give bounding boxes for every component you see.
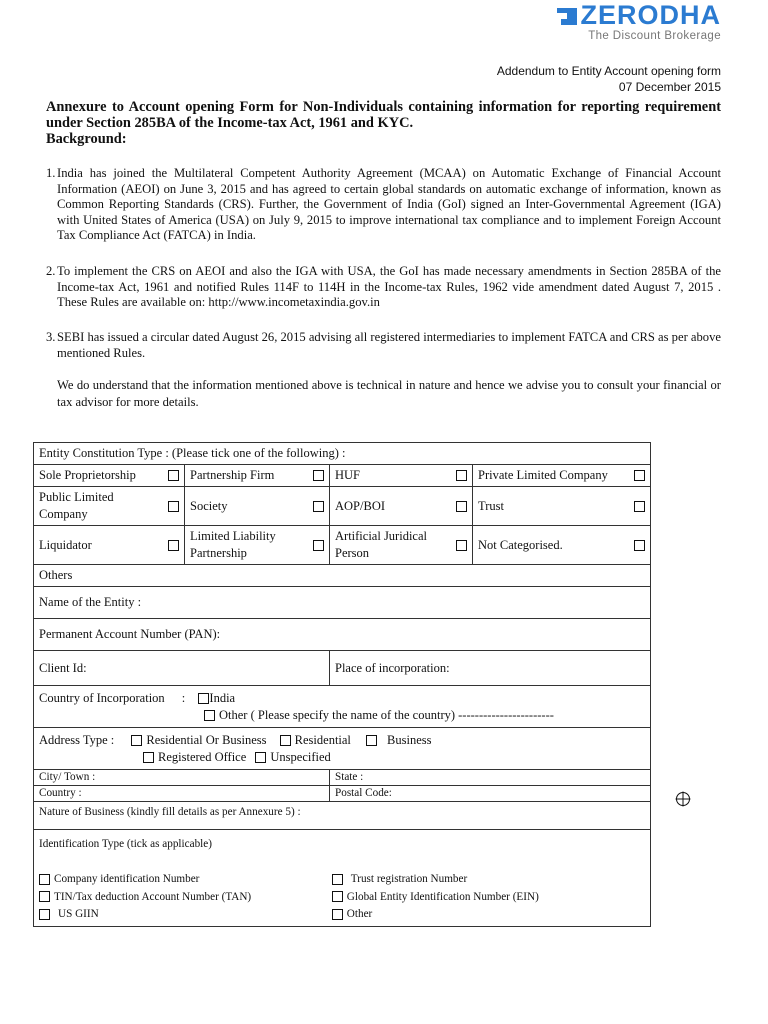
entity-type-label-public-limited: Public Limited Company — [39, 490, 114, 521]
country-other-label: Other ( Please specify the name of the country) ----------------------- — [219, 707, 554, 722]
id-option-ein: Global Entity Identification Number (EIN) — [346, 890, 539, 903]
entity-type-label-private-limited: Private Limited Company — [478, 468, 608, 482]
addendum-date: 07 December 2015 — [618, 80, 721, 94]
brand-name: ZERODHA — [580, 0, 721, 30]
place-of-incorporation-field[interactable]: Place of incorporation: — [330, 651, 651, 686]
country-india-label: India — [209, 690, 236, 705]
society-checkbox[interactable] — [313, 501, 324, 512]
huf-checkbox[interactable] — [456, 470, 467, 481]
paragraph-1 — [46, 166, 721, 244]
artificial-juridical-person-checkbox[interactable] — [456, 540, 467, 551]
partnership-firm-checkbox[interactable] — [313, 470, 324, 481]
us-giin-checkbox[interactable] — [39, 909, 50, 920]
id-option-other: Other — [346, 908, 373, 920]
country-field[interactable]: Country : — [34, 786, 330, 802]
document-heading — [46, 99, 721, 147]
postal-code-field[interactable]: Postal Code: — [330, 786, 651, 802]
addendum-block — [497, 63, 721, 95]
residential-checkbox[interactable] — [280, 735, 291, 746]
id-option-trust-registration: Trust registration Number — [350, 873, 468, 885]
identification-type-label: Identification Type (tick as applicable) — [39, 838, 212, 850]
address-option-registered-office: Registered Office — [158, 749, 247, 764]
entity-type-label-sole-proprietorship: Sole Proprietorship — [39, 468, 136, 482]
paragraph-number: 3. — [46, 330, 56, 344]
unspecified-checkbox[interactable] — [255, 752, 266, 763]
not-categorised-checkbox[interactable] — [634, 540, 645, 551]
trust-registration-checkbox[interactable] — [332, 874, 343, 885]
ein-checkbox[interactable] — [332, 891, 343, 902]
others-field[interactable]: Others — [34, 565, 651, 587]
id-option-company-identification: Company identification Number — [54, 873, 200, 885]
entity-type-label-aop-boi: AOP/BOI — [335, 498, 386, 513]
addendum-title: Addendum to Entity Account opening form — [496, 64, 721, 78]
zerodha-logo — [557, 2, 722, 42]
address-type-row — [34, 728, 651, 770]
entity-type-label-partnership-firm: Partnership Firm — [190, 468, 275, 482]
country-label: Country of Incorporation — [39, 690, 165, 705]
entity-type-label-society: Society — [190, 498, 228, 513]
residential-or-business-checkbox[interactable] — [131, 735, 142, 746]
country-other-checkbox[interactable] — [204, 710, 215, 721]
paragraph-number: 2. — [46, 264, 56, 278]
paragraph-text: India has joined the Multilateral Competent Authority Agreement (MCAA) on Automatic Exchange of Financial Account Information (AEOI) on June 3, 2015 and has agreed to certain global standards on automatic exchange of information, known as Common Reporting Standards (CRS). Further, the Government of India (GoI) signed an Inter-Governmental Agreement (IGA) with United States of America (USA) on July 9, 2015 to improve international tax compliance and to implement Foreign Account Tax Compliance Act (FATCA) in India. — [57, 166, 721, 242]
identification-type-section — [34, 830, 651, 927]
paragraph-text: SEBI has issued a circular dated August 26, 2015 advising all registered intermediaries to implement FATCA and CRS as per above mentioned Rules. — [57, 330, 721, 360]
address-option-residential-or-business: Residential Or Business — [146, 732, 267, 747]
address-type-label: Address Type : — [39, 732, 115, 747]
llp-checkbox[interactable] — [313, 540, 324, 551]
client-id-field[interactable]: Client Id: — [34, 651, 330, 686]
advisory-note: We do understand that the information mentioned above is technical in nature and hence we advise you to consult your financial or tax advisor for more details. — [57, 378, 721, 409]
country-of-incorporation-row — [34, 686, 651, 728]
nature-of-business-field[interactable]: Nature of Business (kindly fill details as per Annexure 5) : — [34, 802, 651, 830]
paragraph-3 — [46, 330, 721, 361]
trust-checkbox[interactable] — [634, 501, 645, 512]
entity-type-label-trust: Trust — [478, 498, 504, 513]
address-option-business: Business — [387, 732, 432, 747]
id-option-us-giin: US GIIN — [58, 908, 99, 920]
entity-name-field[interactable]: Name of the Entity : — [34, 587, 651, 619]
pan-field[interactable]: Permanent Account Number (PAN): — [34, 619, 651, 651]
liquidator-checkbox[interactable] — [168, 540, 179, 551]
entity-type-label-huf: HUF — [335, 468, 361, 482]
annexure-title: Annexure to Account opening Form for Non-Individuals containing information for reporting requirement under Section 285BA of the Income-tax Act, 1961 and KYC. — [46, 99, 721, 131]
entity-form-table — [33, 442, 651, 927]
paragraph-number: 1. — [46, 166, 56, 180]
private-limited-company-checkbox[interactable] — [634, 470, 645, 481]
paragraph-2 — [46, 264, 721, 311]
brand-tagline: The Discount Brokerage — [588, 30, 721, 42]
aop-boi-checkbox[interactable] — [456, 501, 467, 512]
business-checkbox[interactable] — [366, 735, 377, 746]
address-option-unspecified: Unspecified — [270, 749, 331, 764]
address-option-residential: Residential — [294, 732, 351, 747]
entity-type-label-llp: Limited Liability Partnership — [190, 529, 276, 560]
crosshair-icon — [675, 791, 691, 807]
tin-tan-checkbox[interactable] — [39, 891, 50, 902]
entity-type-label-not-categorised: Not Categorised. — [478, 537, 563, 552]
public-limited-company-checkbox[interactable] — [168, 501, 179, 512]
state-field[interactable]: State : — [330, 770, 651, 786]
sole-proprietorship-checkbox[interactable] — [168, 470, 179, 481]
country-india-checkbox[interactable] — [198, 693, 209, 704]
zerodha-logo-icon — [557, 5, 577, 25]
entity-type-label: Entity Constitution Type : (Please tick one of the following) : — [34, 443, 651, 465]
other-id-checkbox[interactable] — [332, 909, 343, 920]
entity-type-label-liquidator: Liquidator — [39, 537, 92, 552]
background-label: Background: — [46, 131, 127, 147]
id-option-tin-tan: TIN/Tax deduction Account Number (TAN) — [54, 890, 252, 903]
city-field[interactable]: City/ Town : — [34, 770, 330, 786]
country-colon: : — [181, 690, 186, 705]
paragraph-text: To implement the CRS on AEOI and also the IGA with USA, the GoI has made necessary amendments in Section 285BA of the Income-tax Act, 1961 and notified Rules 114F to 114H in the Income-tax Rules, 1962 vide amendment dated August 7, 2015 . These Rules are available on: http://www.incometaxindia.gov.in — [57, 264, 721, 309]
registered-office-checkbox[interactable] — [143, 752, 154, 763]
company-identification-checkbox[interactable] — [39, 874, 50, 885]
entity-type-label-artificial-juridical: Artificial Juridical Person — [335, 529, 427, 560]
